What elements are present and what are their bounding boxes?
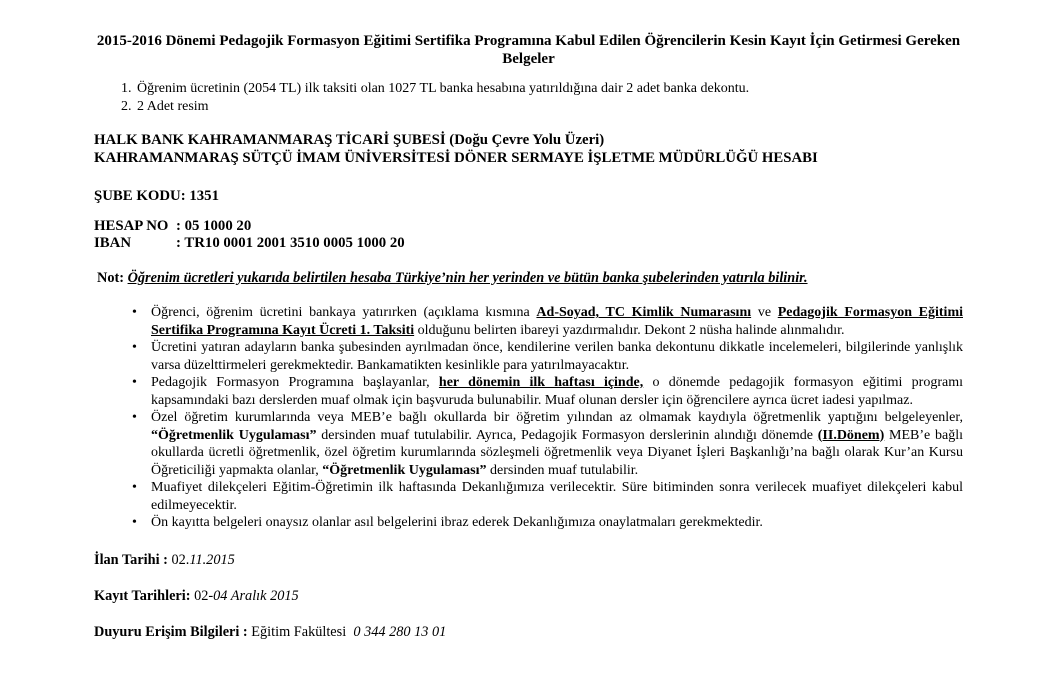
bullet-item-document-approval: • Ön kayıtta belgeleri onaysız olanlar asıl belgelerini ibraz ederek Dekanlığımıza onaylatmaları gerekmektedir. — [151, 514, 963, 532]
bullet-list — [94, 304, 963, 532]
note-line: Not: Öğrenim ücretleri yukarıda belirtilen hesaba Türkiye’nin her yerinden ve bütün banka şubelerinden yatırıla bilinir. — [97, 269, 808, 286]
numbered-list — [115, 80, 963, 115]
bank-branch-line: HALK BANK KAHRAMANMARAŞ TİCARİ ŞUBESİ (Doğu Çevre Yolu Üzeri) — [94, 132, 605, 148]
iban-row — [94, 235, 963, 253]
iban-label: IBAN — [94, 235, 131, 251]
registration-dates-line: Kayıt Tarihleri: 02-04 Aralık 2015 — [94, 587, 299, 604]
account-no-value: : 05 1000 20 — [176, 217, 252, 234]
bullet-item-receipt-check: • Ücretini yatıran adayların banka şubesinden ayrılmadan önce, kendilerine verilen banka dekontunu dikkatle incelemeleri, bilgilerinde yanlışlık varsa düzelttirmeleri gerekmektedir. Bankamatikten kesinlikle para yatırılmayacaktır. — [151, 339, 963, 374]
account-no-label: HESAP NO — [94, 217, 169, 234]
numbered-list-item: 2. 2 Adet resim — [135, 98, 963, 116]
account-no-row — [94, 218, 963, 236]
branch-code-value: : 1351 — [180, 188, 219, 204]
bullet-item-petition-deadline: • Muafiyet dilekçeleri Eğitim-Öğretimin ilk haftasında Dekanlığımıza verilecektir. Süre bitiminden sonra verilecek muafiyet dilekçeleri kabul edilmeyecektir. — [151, 479, 963, 514]
bullet-item-teaching-practice-exemption: • Özel öğretim kurumlarında veya MEB’e bağlı okullarda bir öğretim yılından az olmamak kaydıyla öğretmenlik yaptığını belgeleyenler, “Öğretmenlik Uygulaması” dersinden muaf tutulabilir. Ayrıca, Pedagojik Formasyon derslerinin alındığı dönemde (II.Dönem) MEB’e bağlı okullarda ücretli öğretmenlik, özel öğretim kurumlarında sözleşmeli öğretmenlik veya Diyanet İşleri Başkanlığı’na bağlı olarak Kur’an Kursu Öğreticiliği yapmakta olanlar, “Öğretmenlik Uygulaması” dersinden muaf tutulabilir. — [151, 409, 963, 479]
announcement-date-line: İlan Tarihi : 02.11.2015 — [94, 551, 235, 568]
contact-info-line: Duyuru Erişim Bilgileri : Eğitim Fakültesi 0 344 280 13 01 — [94, 623, 447, 640]
account-info-block — [94, 218, 963, 253]
branch-code-row — [94, 188, 963, 206]
bullet-item-payment-description: • Öğrenci, öğrenim ücretini bankaya yatırırken (açıklama kısmına Ad-Soyad, TC Kimlik Numarasını ve Pedagojik Formasyon Eğitimi Sertifika Programına Kayıt Ücreti 1. Taksiti olduğunu belirten ibareyi yazdırmalıdır. Dekont 2 nüsha halinde alınmalıdır. — [151, 304, 963, 339]
page-title: 2015-2016 Dönemi Pedagojik Formasyon Eğitimi Sertifika Programına Kabul Edilen Öğrencilerin Kesin Kayıt İçin Getirmesi Gereken Belgeler — [96, 33, 961, 67]
bank-account-name-line: KAHRAMANMARAŞ SÜTÇÜ İMAM ÜNİVERSİTESİ DÖNER SERMAYE İŞLETME MÜDÜRLÜĞÜ HESABI — [94, 149, 818, 166]
branch-code-label: ŞUBE KODU — [94, 188, 181, 204]
bank-info-block — [94, 132, 963, 167]
bullet-item-exemption-application: • Pedagojik Formasyon Programına başlayanlar, her dönemin ilk haftası içinde, o dönemde pedagojik formasyon eğitimi programı kapsamındaki bazı derslerden muaf olmak için başvuruda bulunabilir. Muaf olunan dersler için öğrencilere ayrıca ücret iadesi yapılmaz. — [151, 374, 963, 409]
iban-value: : TR10 0001 2001 3510 0005 1000 20 — [176, 235, 405, 251]
numbered-list-item: 1. Öğrenim ücretinin (2054 TL) ilk taksiti olan 1027 TL banka hesabına yatırıldığına dair 2 adet banka dekontu. — [135, 80, 963, 98]
